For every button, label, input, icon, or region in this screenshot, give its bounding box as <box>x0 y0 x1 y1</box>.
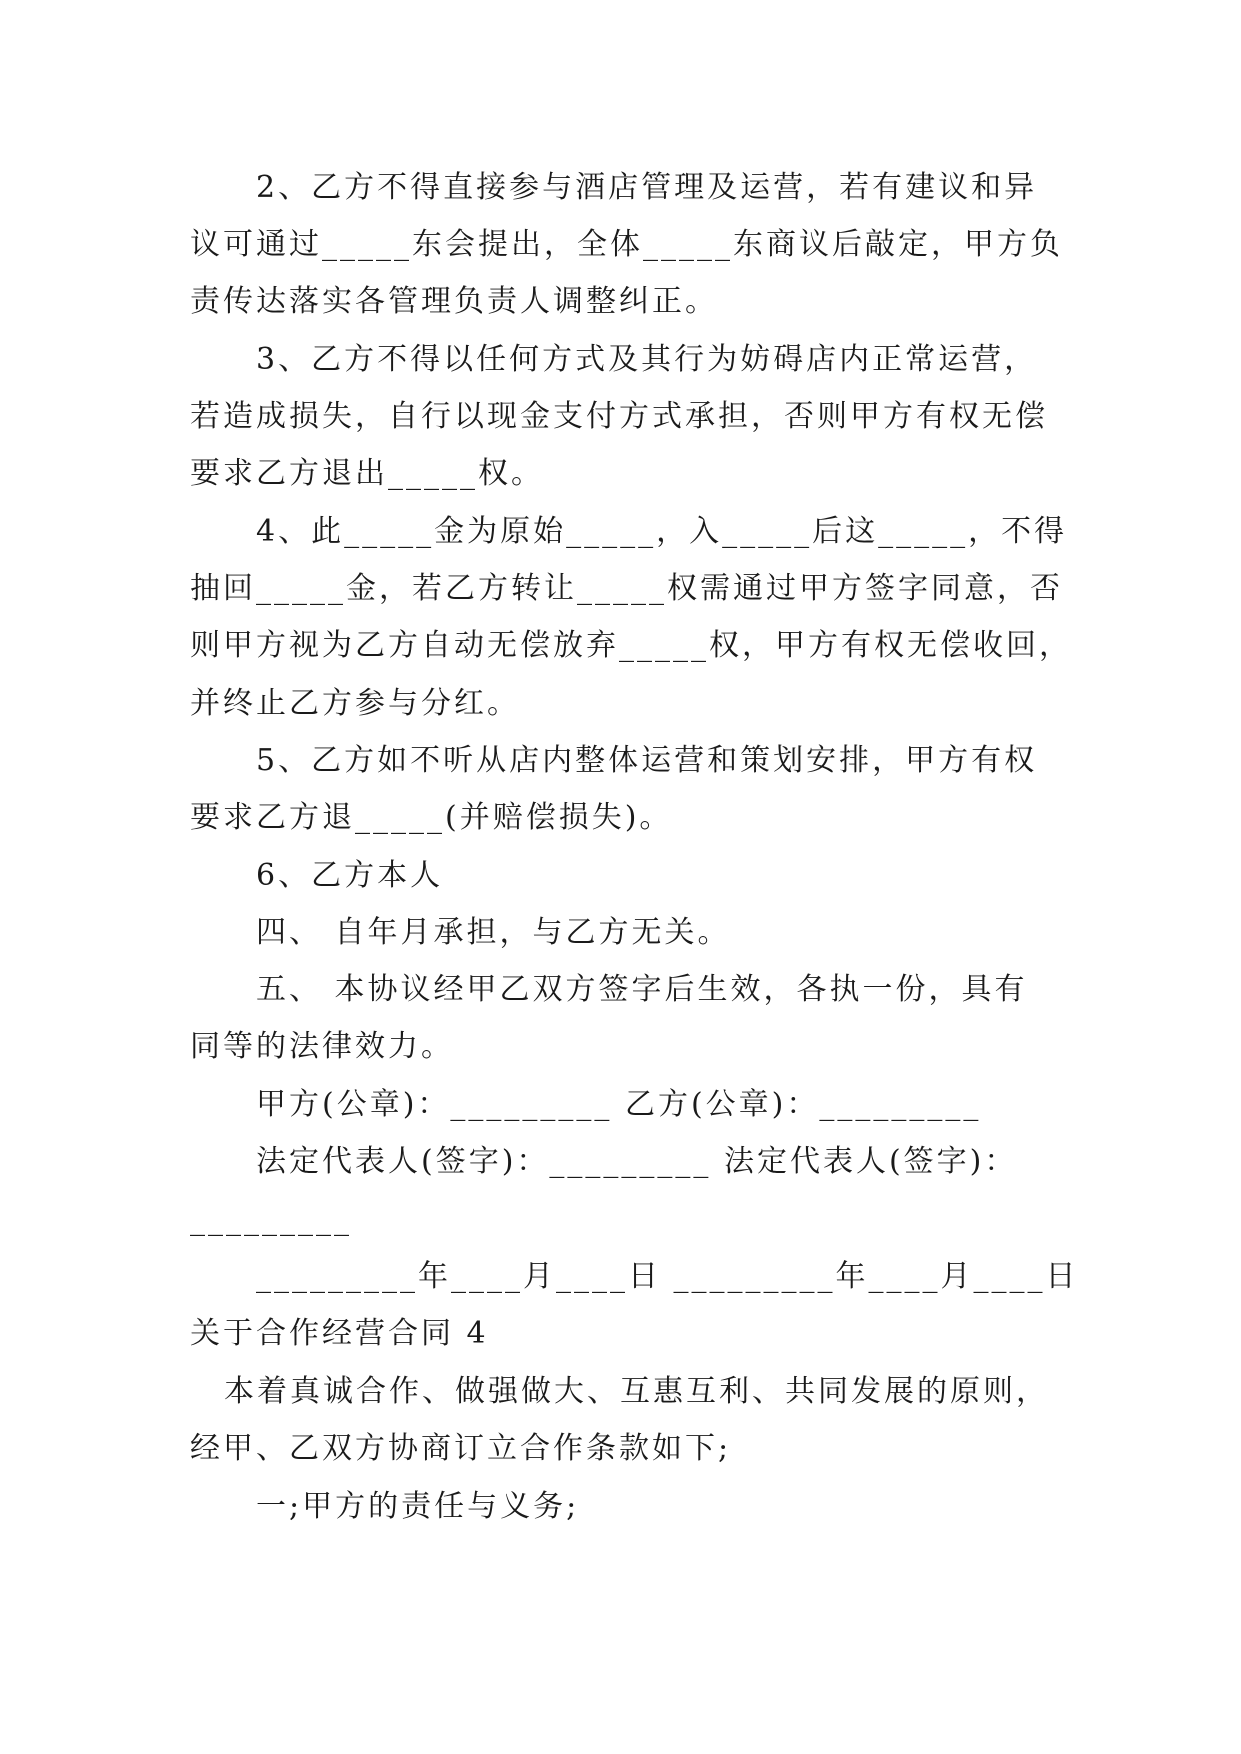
clause-3-line-2: 若造成损失，自行以现金支付方式承担，否则甲方有权无偿 <box>190 399 1048 434</box>
preamble-line-2: 经甲、乙双方协商订立合作条款如下; <box>190 1431 732 1466</box>
date-line: _________年____月____日 _________年____月____日 <box>256 1259 1079 1294</box>
section-4-line: 四、 自年月承担，与乙方无关。 <box>256 915 731 950</box>
clause-2-line-1: 2、乙方不得直接参与酒店管理及运营，若有建议和异 <box>256 170 1038 205</box>
clause-4-line-2: 抽回_____金，若乙方转让_____权需通过甲方签字同意，否 <box>190 571 1063 606</box>
clause-3-line-3: 要求乙方退出_____权。 <box>190 456 544 491</box>
signature-representative-line: 法定代表人(签字)：_________ 法定代表人(签字)： <box>256 1144 1018 1179</box>
contract-title: 关于合作经营合同 4 <box>190 1316 489 1351</box>
clause-5-line-1: 5、乙方如不听从店内整体运营和策划安排，甲方有权 <box>256 743 1038 778</box>
party-a-duties-heading: 一;甲方的责任与义务; <box>256 1489 580 1524</box>
clause-6-line-1: 6、乙方本人 <box>256 858 444 893</box>
signature-representative-blank: _________ <box>190 1202 352 1237</box>
clause-3-line-1: 3、乙方不得以任何方式及其行为妨碍店内正常运营， <box>256 342 1038 377</box>
clause-2-line-3: 责传达落实各管理负责人调整纠正。 <box>190 284 718 319</box>
clause-4-line-1: 4、此_____金为原始_____，入_____后这_____，不得 <box>256 514 1068 549</box>
signature-seal-line: 甲方(公章)：_________ 乙方(公章)：_________ <box>256 1087 982 1122</box>
clause-4-line-4: 并终止乙方参与分红。 <box>190 686 520 721</box>
clause-2-line-2: 议可通过_____东会提出，全体_____东商议后敲定，甲方负 <box>190 227 1063 262</box>
clause-5-line-2: 要求乙方退_____(并赔偿损失)。 <box>190 800 673 835</box>
preamble-line-1: 本着真诚合作、做强做大、互惠互利、共同发展的原则， <box>224 1374 1049 1409</box>
clause-4-line-3: 则甲方视为乙方自动无偿放弃_____权，甲方有权无偿收回， <box>190 628 1072 663</box>
section-5-line-1: 五、 本协议经甲乙双方签字后生效，各执一份，具有 <box>256 972 1028 1007</box>
section-5-line-2: 同等的法律效力。 <box>190 1029 454 1064</box>
